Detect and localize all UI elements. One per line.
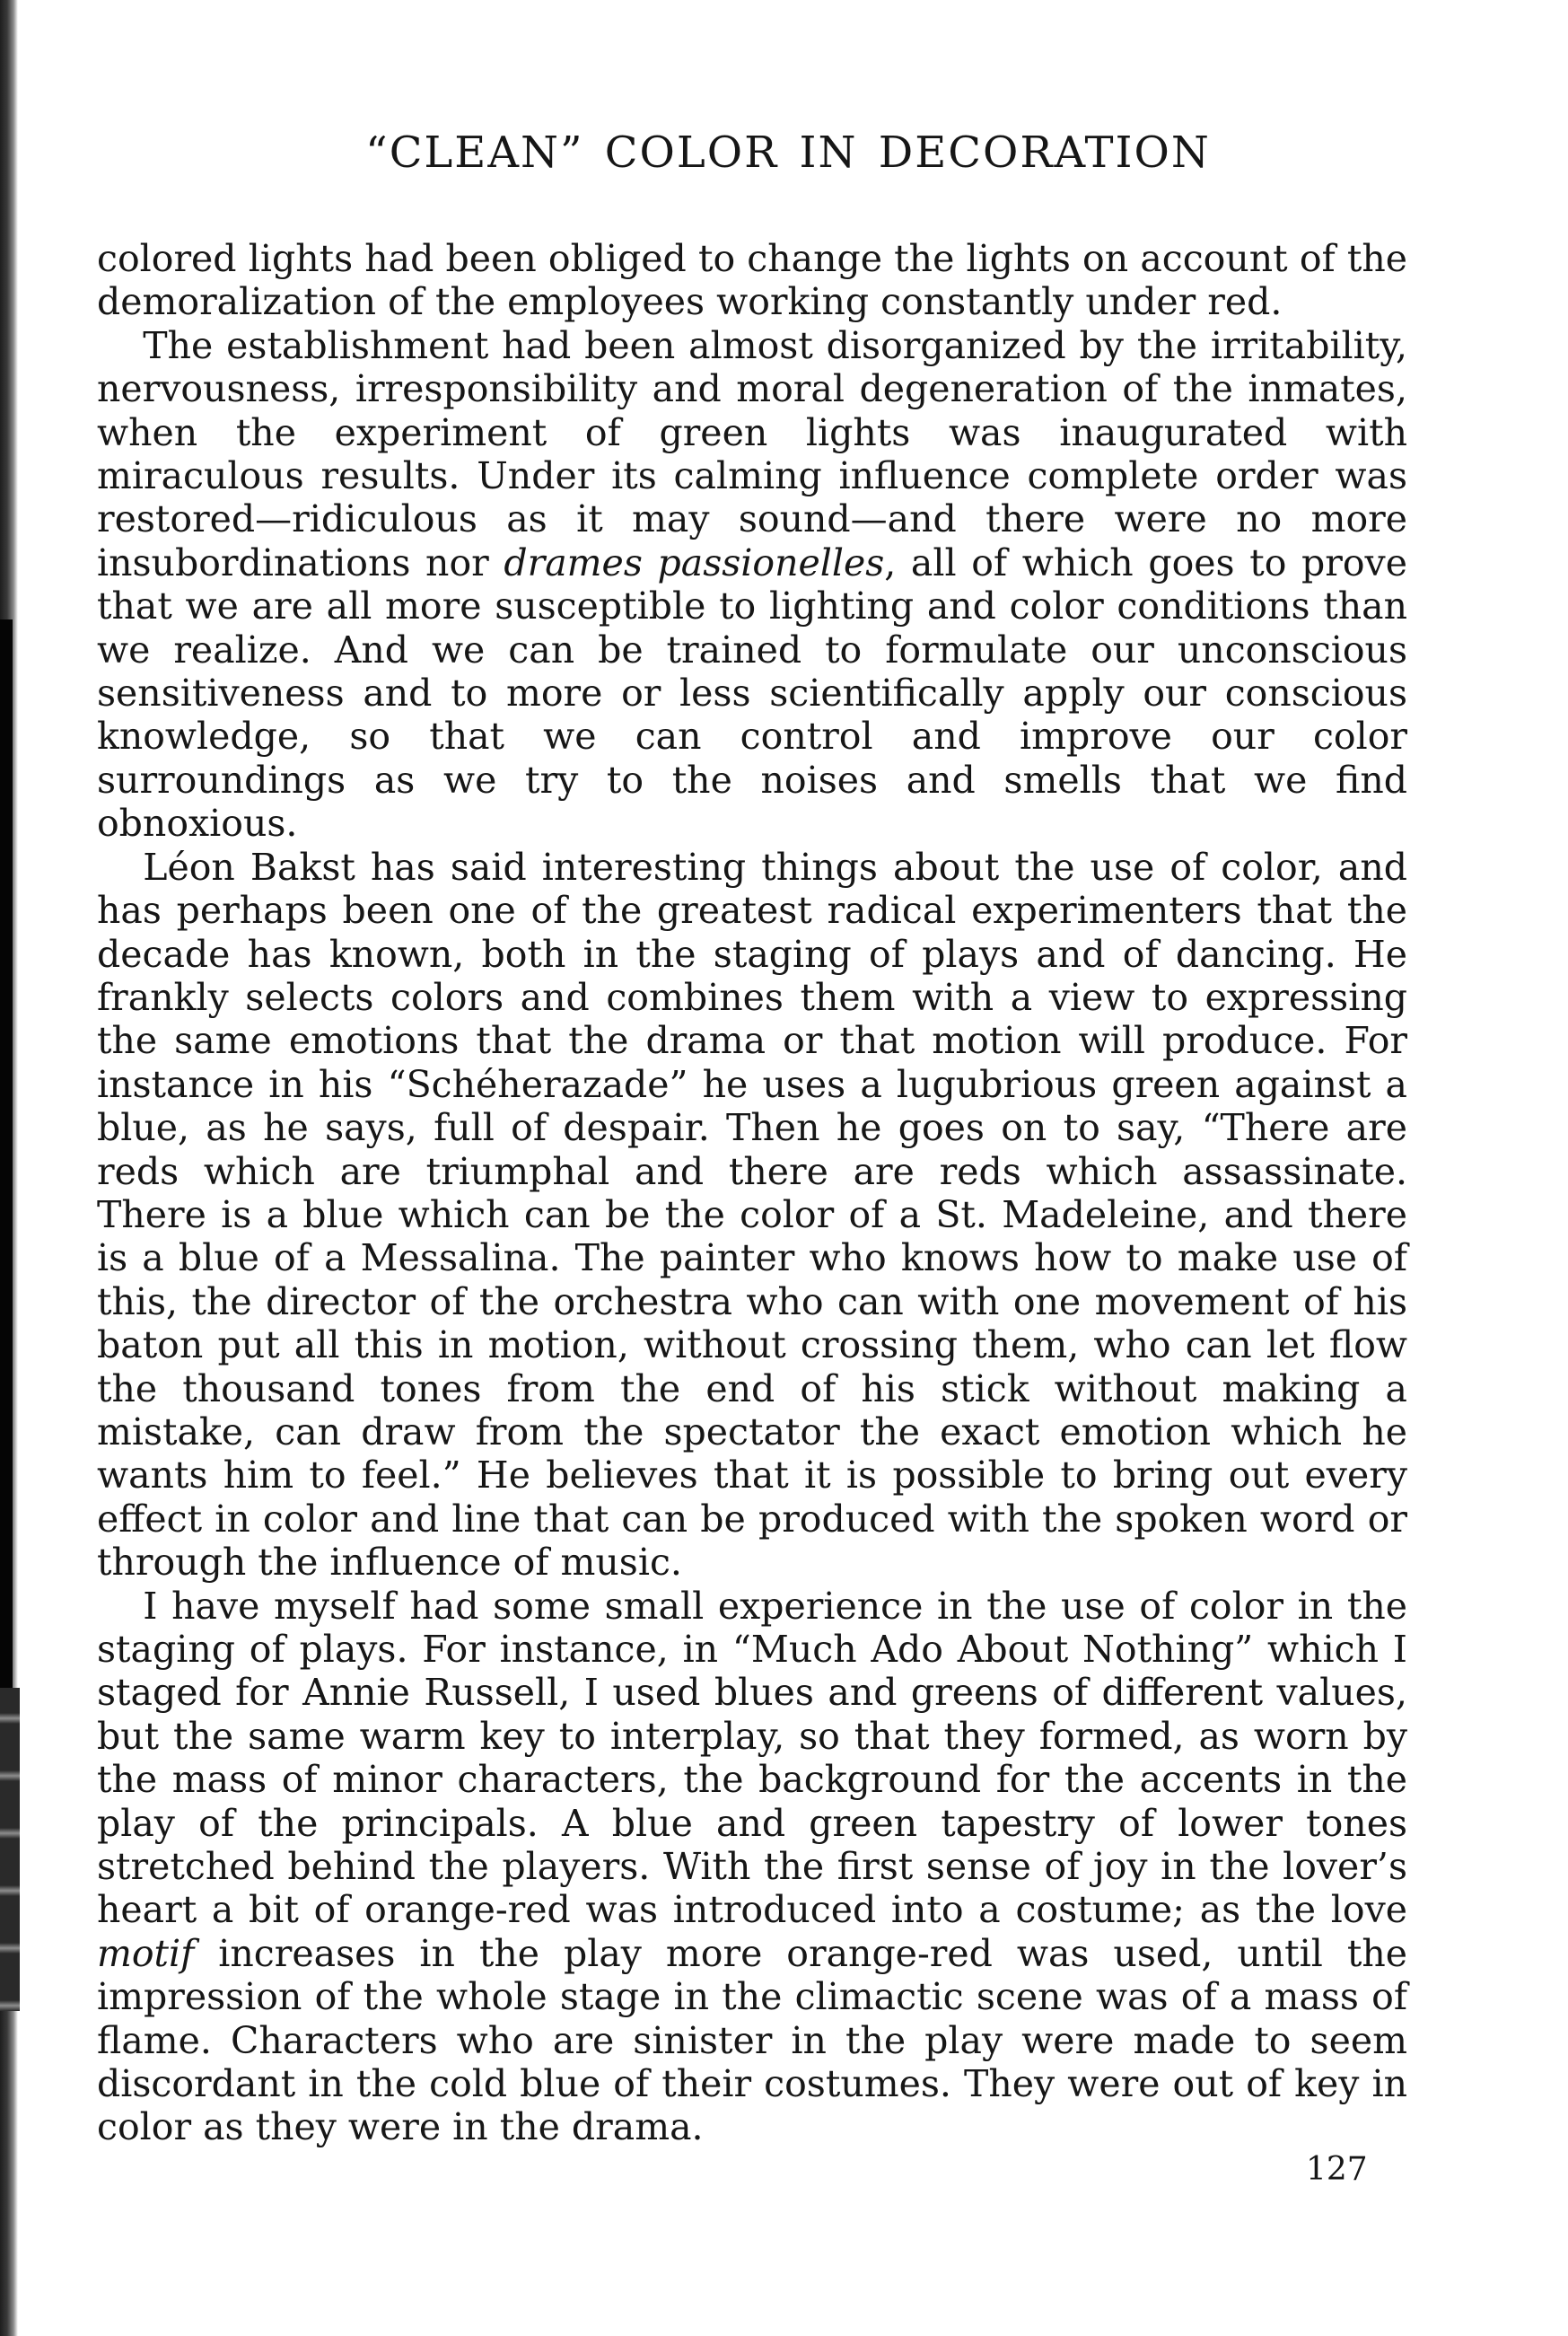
text-run: Léon Bakst has said interesting things about the use of color, and has perhaps been one of the greatest radical experimenters that the decade has known, both in the staging of plays and of dancing. He frankly selects colors and combines them with a view to expressing the same emotions that the drama or that motion will produce. For instance in his “Schéherazade” he uses a lugubrious green against a blue, as he says, full of despair. Then he goes on to say, “There are reds which are triumphal and there are reds which assassinate. There is a blue which can be the color of a St. Madeleine, and there is a blue of a Messalina. The painter who knows how to make use of this, the director of the orchestra who can with one movement of his baton put all this in motion, without crossing them, who can let flow the thousand tones from the end of his stick without making a mistake, can draw from the spectator the exact emotion which he wants him to feel.” He believes that it is possible to bring out every effect in color and line that can be produced with the spoken word or through the influence of music.	[97, 845, 1407, 1585]
page	[97, 126, 1407, 2149]
text-run: , all of which goes to prove that we are all more susceptible to lighting and color conditions than we realize. And we can be trained to formulate our unconscious sensitiveness and to more or less scientifically apply our conscious knowledge, so that we can control and improve our color surroundings as we try to the noises and smells that we find obnoxious.	[97, 540, 1407, 846]
text-run: colored lights had been obliged to change the lights on account of the demoralization of the employees working constantly under red.	[97, 237, 1407, 324]
page-number: 127	[1306, 2151, 1368, 2188]
paragraph	[97, 237, 1407, 324]
paragraph	[97, 1585, 1407, 2149]
binding-edge	[0, 619, 13, 1697]
running-head: “CLEAN” COLOR IN DECORATION	[365, 127, 1211, 178]
italic-text: drames passionelles	[504, 540, 885, 584]
text-run: I have myself had some small experience in the use of color in the staging of plays. For instance, in “Much Ado About Nothing” which I staged for Annie Russell, I used blues and greens of different values, but the same warm key to interplay, so that they formed, as worn by the mass of minor characters, the background for the accents in the play of the principals. A blue and green tapestry of lower tones stretched behind the players. With the first sense of joy in the lover’s heart a bit of orange-red was introduced into a costume; as the love	[97, 1584, 1407, 1932]
text-run: increases in the play more orange-red was used, until the impression of the whole stage in the climactic scene was of a mass of flame. Characters who are sinister in the play were made to seem discordant in the cold blue of their costumes. They were out of key in color as they were in the drama.	[97, 1931, 1407, 2149]
paragraph	[97, 846, 1407, 1585]
italic-text: motif	[97, 1931, 195, 1975]
text-run: The establishment had been almost disorganized by the irritability, nervousness, irresponsibility and moral degeneration of the inmates, when the experiment of green lights was inaugurated with miraculous results. Under its calming influence complete order was restored—ridiculous as it may sound—and there were no more insubordinations nor	[97, 323, 1407, 584]
paragraph	[97, 324, 1407, 846]
binding-edge-texture	[0, 1688, 20, 2011]
body-text	[97, 237, 1407, 2149]
